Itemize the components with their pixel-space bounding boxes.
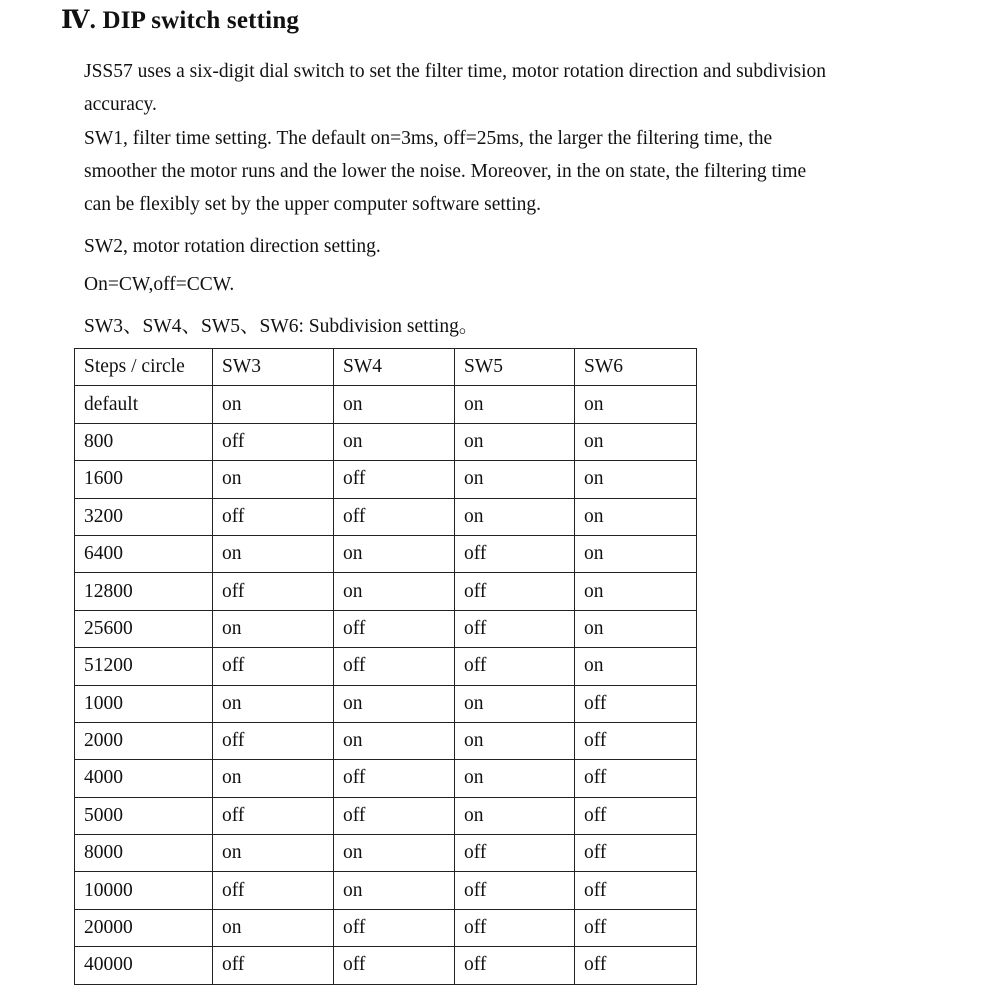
cell-steps: 8000 [75, 835, 213, 872]
cell-sw3: off [213, 947, 334, 984]
intro-paragraph [84, 55, 826, 121]
cell-sw6: on [575, 461, 697, 498]
cell-sw6: off [575, 947, 697, 984]
cell-steps: 3200 [75, 498, 213, 535]
cell-sw6: off [575, 760, 697, 797]
table-row [75, 685, 697, 722]
cell-sw3: off [213, 872, 334, 909]
cell-sw4: off [334, 498, 455, 535]
cell-steps: 5000 [75, 797, 213, 834]
cell-sw5: on [455, 386, 575, 423]
cell-steps: 4000 [75, 760, 213, 797]
cell-sw6: off [575, 872, 697, 909]
cell-sw3: on [213, 386, 334, 423]
cell-sw3: on [213, 535, 334, 572]
cell-sw4: off [334, 648, 455, 685]
cell-sw3: off [213, 423, 334, 460]
intro-line-1: JSS57 uses a six-digit dial switch to set the filter time, motor rotation direction and subdivision [84, 61, 826, 82]
cell-sw6: off [575, 685, 697, 722]
table-row [75, 722, 697, 759]
cell-sw4: on [334, 386, 455, 423]
sw2-values: On=CW,off=CCW. [84, 274, 235, 295]
cell-sw4: off [334, 610, 455, 647]
cell-sw3: on [213, 835, 334, 872]
cell-sw5: off [455, 835, 575, 872]
cell-steps: 10000 [75, 872, 213, 909]
header-sw3: SW3 [213, 349, 334, 386]
table-row [75, 947, 697, 984]
cell-sw6: on [575, 648, 697, 685]
header-sw4: SW4 [334, 349, 455, 386]
cell-sw6: on [575, 386, 697, 423]
cell-sw4: off [334, 909, 455, 946]
cell-sw5: on [455, 498, 575, 535]
section-title: Ⅳ. DIP switch setting [61, 7, 300, 34]
cell-sw5: on [455, 461, 575, 498]
cell-sw4: off [334, 461, 455, 498]
cell-sw6: on [575, 535, 697, 572]
cell-sw4: on [334, 722, 455, 759]
cell-sw3: off [213, 722, 334, 759]
cell-sw3: on [213, 610, 334, 647]
intro-line-2: accuracy. [84, 94, 157, 115]
cell-sw3: off [213, 573, 334, 610]
cell-sw5: on [455, 423, 575, 460]
table-header-row [75, 349, 697, 386]
table-row [75, 760, 697, 797]
cell-steps: 800 [75, 423, 213, 460]
cell-sw6: off [575, 722, 697, 759]
table-row [75, 797, 697, 834]
cell-steps: 1600 [75, 461, 213, 498]
cell-sw3: off [213, 498, 334, 535]
cell-sw6: off [575, 835, 697, 872]
cell-sw3: on [213, 461, 334, 498]
cell-sw4: off [334, 947, 455, 984]
sw1-paragraph [84, 122, 806, 221]
cell-sw3: off [213, 797, 334, 834]
cell-sw5: on [455, 685, 575, 722]
sw2-paragraph: SW2, motor rotation direction setting. [84, 236, 381, 257]
dip-switch-table [74, 348, 697, 985]
cell-sw6: on [575, 573, 697, 610]
cell-sw6: on [575, 610, 697, 647]
cell-sw6: off [575, 909, 697, 946]
cell-steps: 25600 [75, 610, 213, 647]
cell-steps: 1000 [75, 685, 213, 722]
cell-sw5: on [455, 797, 575, 834]
table-row [75, 909, 697, 946]
table-body [75, 386, 697, 984]
cell-steps: 12800 [75, 573, 213, 610]
header-sw6: SW6 [575, 349, 697, 386]
cell-sw3: on [213, 760, 334, 797]
cell-sw5: off [455, 535, 575, 572]
subdivision-caption: SW3、SW4、SW5、SW6: Subdivision setting。 [84, 316, 479, 337]
table-row [75, 835, 697, 872]
table-row [75, 423, 697, 460]
cell-sw4: on [334, 535, 455, 572]
table-row [75, 872, 697, 909]
cell-sw4: on [334, 573, 455, 610]
cell-sw4: off [334, 797, 455, 834]
cell-sw5: off [455, 610, 575, 647]
cell-steps: 20000 [75, 909, 213, 946]
cell-sw5: on [455, 760, 575, 797]
cell-sw4: on [334, 685, 455, 722]
table-row [75, 535, 697, 572]
cell-sw5: off [455, 947, 575, 984]
header-sw5: SW5 [455, 349, 575, 386]
cell-sw5: off [455, 909, 575, 946]
sw1-line-3: can be flexibly set by the upper computer software setting. [84, 194, 542, 215]
header-steps-per-circle: Steps / circle [75, 349, 213, 386]
sw1-line-1: SW1, filter time setting. The default on=3ms, off=25ms, the larger the filtering time, the [84, 128, 773, 149]
cell-sw5: off [455, 648, 575, 685]
cell-steps: 40000 [75, 947, 213, 984]
cell-sw5: off [455, 573, 575, 610]
cell-sw6: on [575, 498, 697, 535]
cell-sw3: on [213, 909, 334, 946]
cell-steps: default [75, 386, 213, 423]
table-row [75, 648, 697, 685]
cell-sw6: off [575, 797, 697, 834]
cell-sw4: on [334, 423, 455, 460]
table-row [75, 498, 697, 535]
cell-steps: 51200 [75, 648, 213, 685]
table-row [75, 386, 697, 423]
cell-sw5: on [455, 722, 575, 759]
cell-steps: 6400 [75, 535, 213, 572]
cell-sw4: on [334, 835, 455, 872]
cell-sw3: off [213, 648, 334, 685]
cell-sw4: off [334, 760, 455, 797]
cell-sw4: on [334, 872, 455, 909]
cell-sw3: on [213, 685, 334, 722]
sw1-line-2: smoother the motor runs and the lower the noise. Moreover, in the on state, the filtering time [84, 161, 807, 182]
table-row [75, 573, 697, 610]
table-row [75, 610, 697, 647]
cell-steps: 2000 [75, 722, 213, 759]
table-row [75, 461, 697, 498]
cell-sw6: on [575, 423, 697, 460]
cell-sw5: off [455, 872, 575, 909]
